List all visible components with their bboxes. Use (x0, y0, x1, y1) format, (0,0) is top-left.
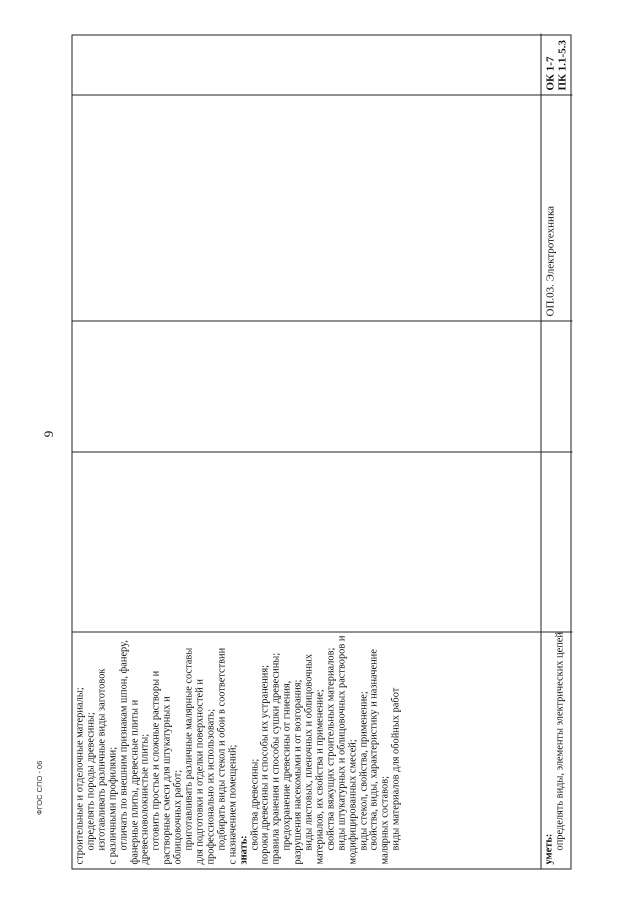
codes-pk: ПК 1.1-5.3 (556, 40, 568, 91)
skill-line: профессионально их использовать; (204, 708, 216, 865)
skill-line: фанерные плиты, древесные плиты и (128, 699, 140, 865)
skill-line: строительные и отделочные материалы; (74, 687, 85, 865)
skill-line: с назначением помещений; (226, 744, 238, 865)
competency-table (71, 35, 571, 870)
codes-ok: ОК 1-7 (544, 56, 556, 91)
skill-line: свойства, виды, характеристику и назначение (368, 649, 380, 851)
skills-knowledge-cell (75, 637, 402, 865)
skill-line: для подготовки и отделки поверхностей и (193, 679, 205, 865)
section-heading: знать: (237, 835, 249, 865)
column-divider (72, 632, 572, 633)
skill-line: подбирать виды стекол и обои в соответствии (215, 647, 227, 851)
skill-line: малярных составов; (379, 776, 391, 865)
skill-line: приготавливать различные малярные составы (183, 647, 195, 851)
column-divider (72, 321, 572, 322)
skill-line: виды листовых, пленочных и облицовочных (303, 653, 315, 851)
skill-line: предохранение древесины от гниения, (281, 680, 293, 851)
skill-line: с различными профилями; (106, 746, 118, 865)
skill-line: виды стекол, свойства, применение; (357, 691, 369, 851)
skill-line: виды материалов для обойных работ (390, 687, 402, 851)
skill-line: изготавливать различные виды заготовок (95, 668, 107, 851)
discipline-name: ОП.03. Электротехника (544, 206, 556, 317)
page-number: 9 (41, 430, 56, 438)
skill-line: свойства вяжущих строительных материалов; (324, 647, 336, 851)
rotated-table-page (71, 35, 571, 870)
next-row-first-line: определять виды, элементы электрических цепей (553, 632, 565, 851)
skill-line: отличать по внешним признакам шпон, фанеру, (117, 640, 129, 851)
skill-line: определять породы древесины; (84, 712, 96, 851)
skill-line: готовить простые и сложные растворы и (150, 670, 162, 851)
skill-line: растворные смеси для штукатурных и (161, 696, 173, 865)
next-row-heading: уметь: (543, 833, 554, 865)
skill-line: облицовочных работ; (172, 769, 184, 865)
skill-line: древесноволокнистые плиты; (139, 733, 151, 865)
column-divider (72, 95, 572, 96)
competency-codes (544, 40, 568, 90)
skill-line: разрушения насекомыми и от возгорания; (292, 679, 304, 865)
skill-line: модифицированных смесей; (346, 739, 358, 865)
skill-line: материалов, их свойства и применение; (313, 689, 325, 865)
skill-line: пороки древесины и способы их устранения; (259, 664, 271, 865)
column-divider (72, 452, 572, 453)
skill-line: свойства древесины; (248, 758, 260, 851)
footer-code: ФГОС СПО - 06 (35, 760, 44, 815)
skill-line: правила хранения и способы сушки древесины; (270, 652, 282, 865)
skill-line: виды штукатурных и облицовочных растворов и (335, 635, 347, 851)
next-row-cell (543, 632, 566, 865)
